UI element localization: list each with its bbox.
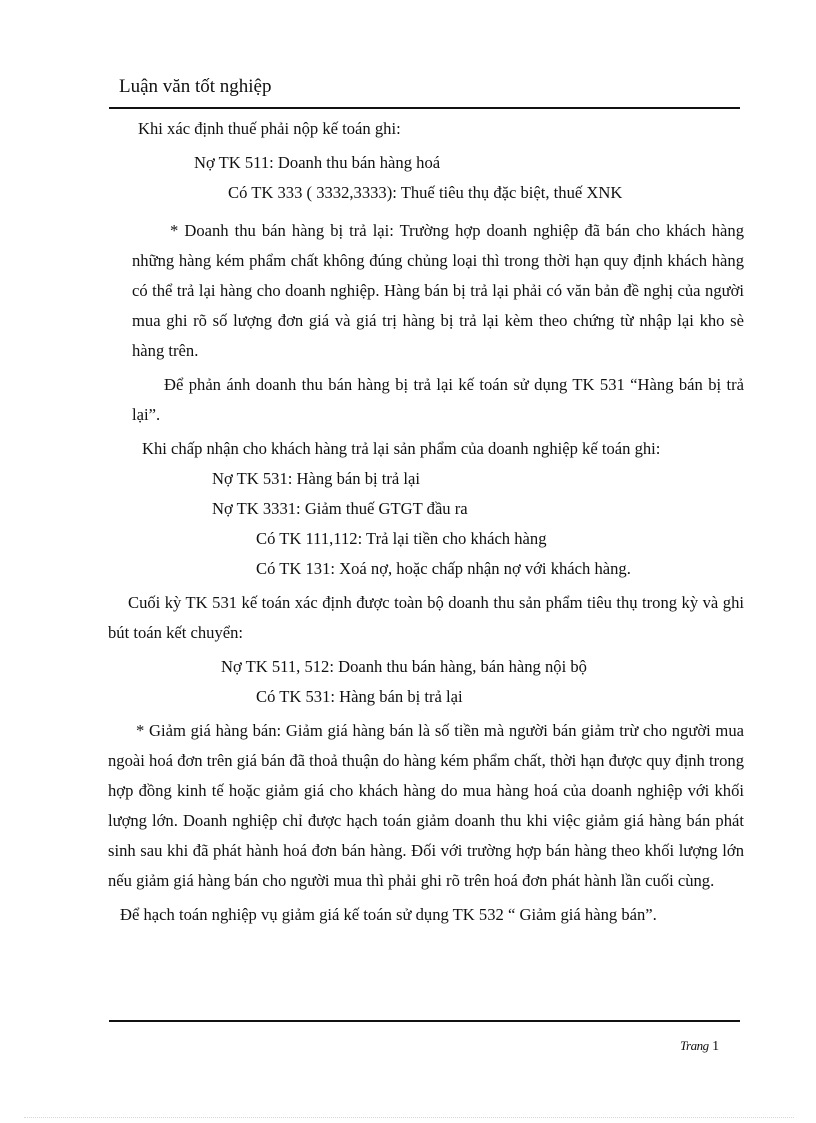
document-body — [108, 114, 744, 930]
page-header-title: Luận văn tốt nghiệp — [119, 76, 272, 97]
header-divider — [109, 107, 740, 109]
journal-entry-credit: Có TK 111,112: Trả lại tiền cho khách hàng — [256, 529, 547, 548]
journal-entry-debit: Nợ TK 511, 512: Doanh thu bán hàng, bán hàng nội bộ — [221, 657, 587, 676]
journal-entry-debit: Nợ TK 511: Doanh thu bán hàng hoá — [194, 153, 441, 172]
page-edge — [24, 1117, 794, 1118]
paragraph: Khi xác định thuế phải nộp kế toán ghi: — [138, 119, 401, 138]
paragraph: Khi chấp nhận cho khách hàng trả lại sản phẩm của doanh nghiệp kế toán ghi: — [142, 439, 661, 458]
paragraph: * Giảm giá hàng bán: Giảm giá hàng bán là số tiền mà người bán giảm trừ cho người mua ngoài hoá đơn trên giá bán đã thoả thuận do hàng kém phẩm chất, thời hạn được quy định trong hợp đồng kinh tế hoặc giảm giá cho khách hàng do mua hàng hoá của doanh nghiệp với khối lượng lớn. Doanh nghiệp chỉ được hạch toán giảm doanh thu khi việc giảm giá hàng bán phát sinh sau khi đã phát hành hoá đơn bán hàng. Đối với trường hợp bán hàng theo khối lượng lớn nếu giảm giá hàng bán cho người mua thì phải ghi rõ trên hoá đơn phát hành lần cuối cùng. — [108, 721, 744, 890]
footer-divider — [109, 1020, 740, 1022]
journal-entry-credit: Có TK 333 ( 3332,3333): Thuế tiêu thụ đặc biệt, thuế XNK — [228, 183, 623, 202]
journal-entry-debit: Nợ TK 531: Hàng bán bị trả lại — [212, 469, 421, 488]
paragraph: * Doanh thu bán hàng bị trả lại: Trường hợp doanh nghiệp đã bán cho khách hàng những hàng kém phẩm chất không đúng chủng loại thì trong thời hạn quy định khách hàng có thể trả lại hàng cho doanh nghiệp. Hàng bán bị trả lại phải có văn bản đề nghị của người mua ghi rõ số lượng đơn giá và giá trị hàng bị trả lại kèm theo chứng từ nhập lại kho sè hàng trên. — [132, 221, 744, 360]
page-number — [680, 1038, 719, 1055]
journal-entry-credit: Có TK 131: Xoá nợ, hoặc chấp nhận nợ với khách hàng. — [256, 559, 631, 578]
page-number-value: 1 — [712, 1039, 720, 1054]
page-label: Trang — [680, 1038, 709, 1053]
paragraph: Để phản ánh doanh thu bán hàng bị trả lại kế toán sử dụng TK 531 “Hàng bán bị trả lại”. — [132, 375, 744, 424]
journal-entry-debit: Nợ TK 3331: Giảm thuế GTGT đầu ra — [212, 499, 468, 518]
paragraph: Cuối kỳ TK 531 kế toán xác định được toàn bộ doanh thu sản phẩm tiêu thụ trong kỳ và ghi bút toán kết chuyển: — [108, 593, 744, 642]
journal-entry-credit: Có TK 531: Hàng bán bị trả lại — [256, 687, 463, 706]
paragraph: Để hạch toán nghiệp vụ giảm giá kế toán sử dụng TK 532 “ Giảm giá hàng bán”. — [120, 905, 657, 924]
